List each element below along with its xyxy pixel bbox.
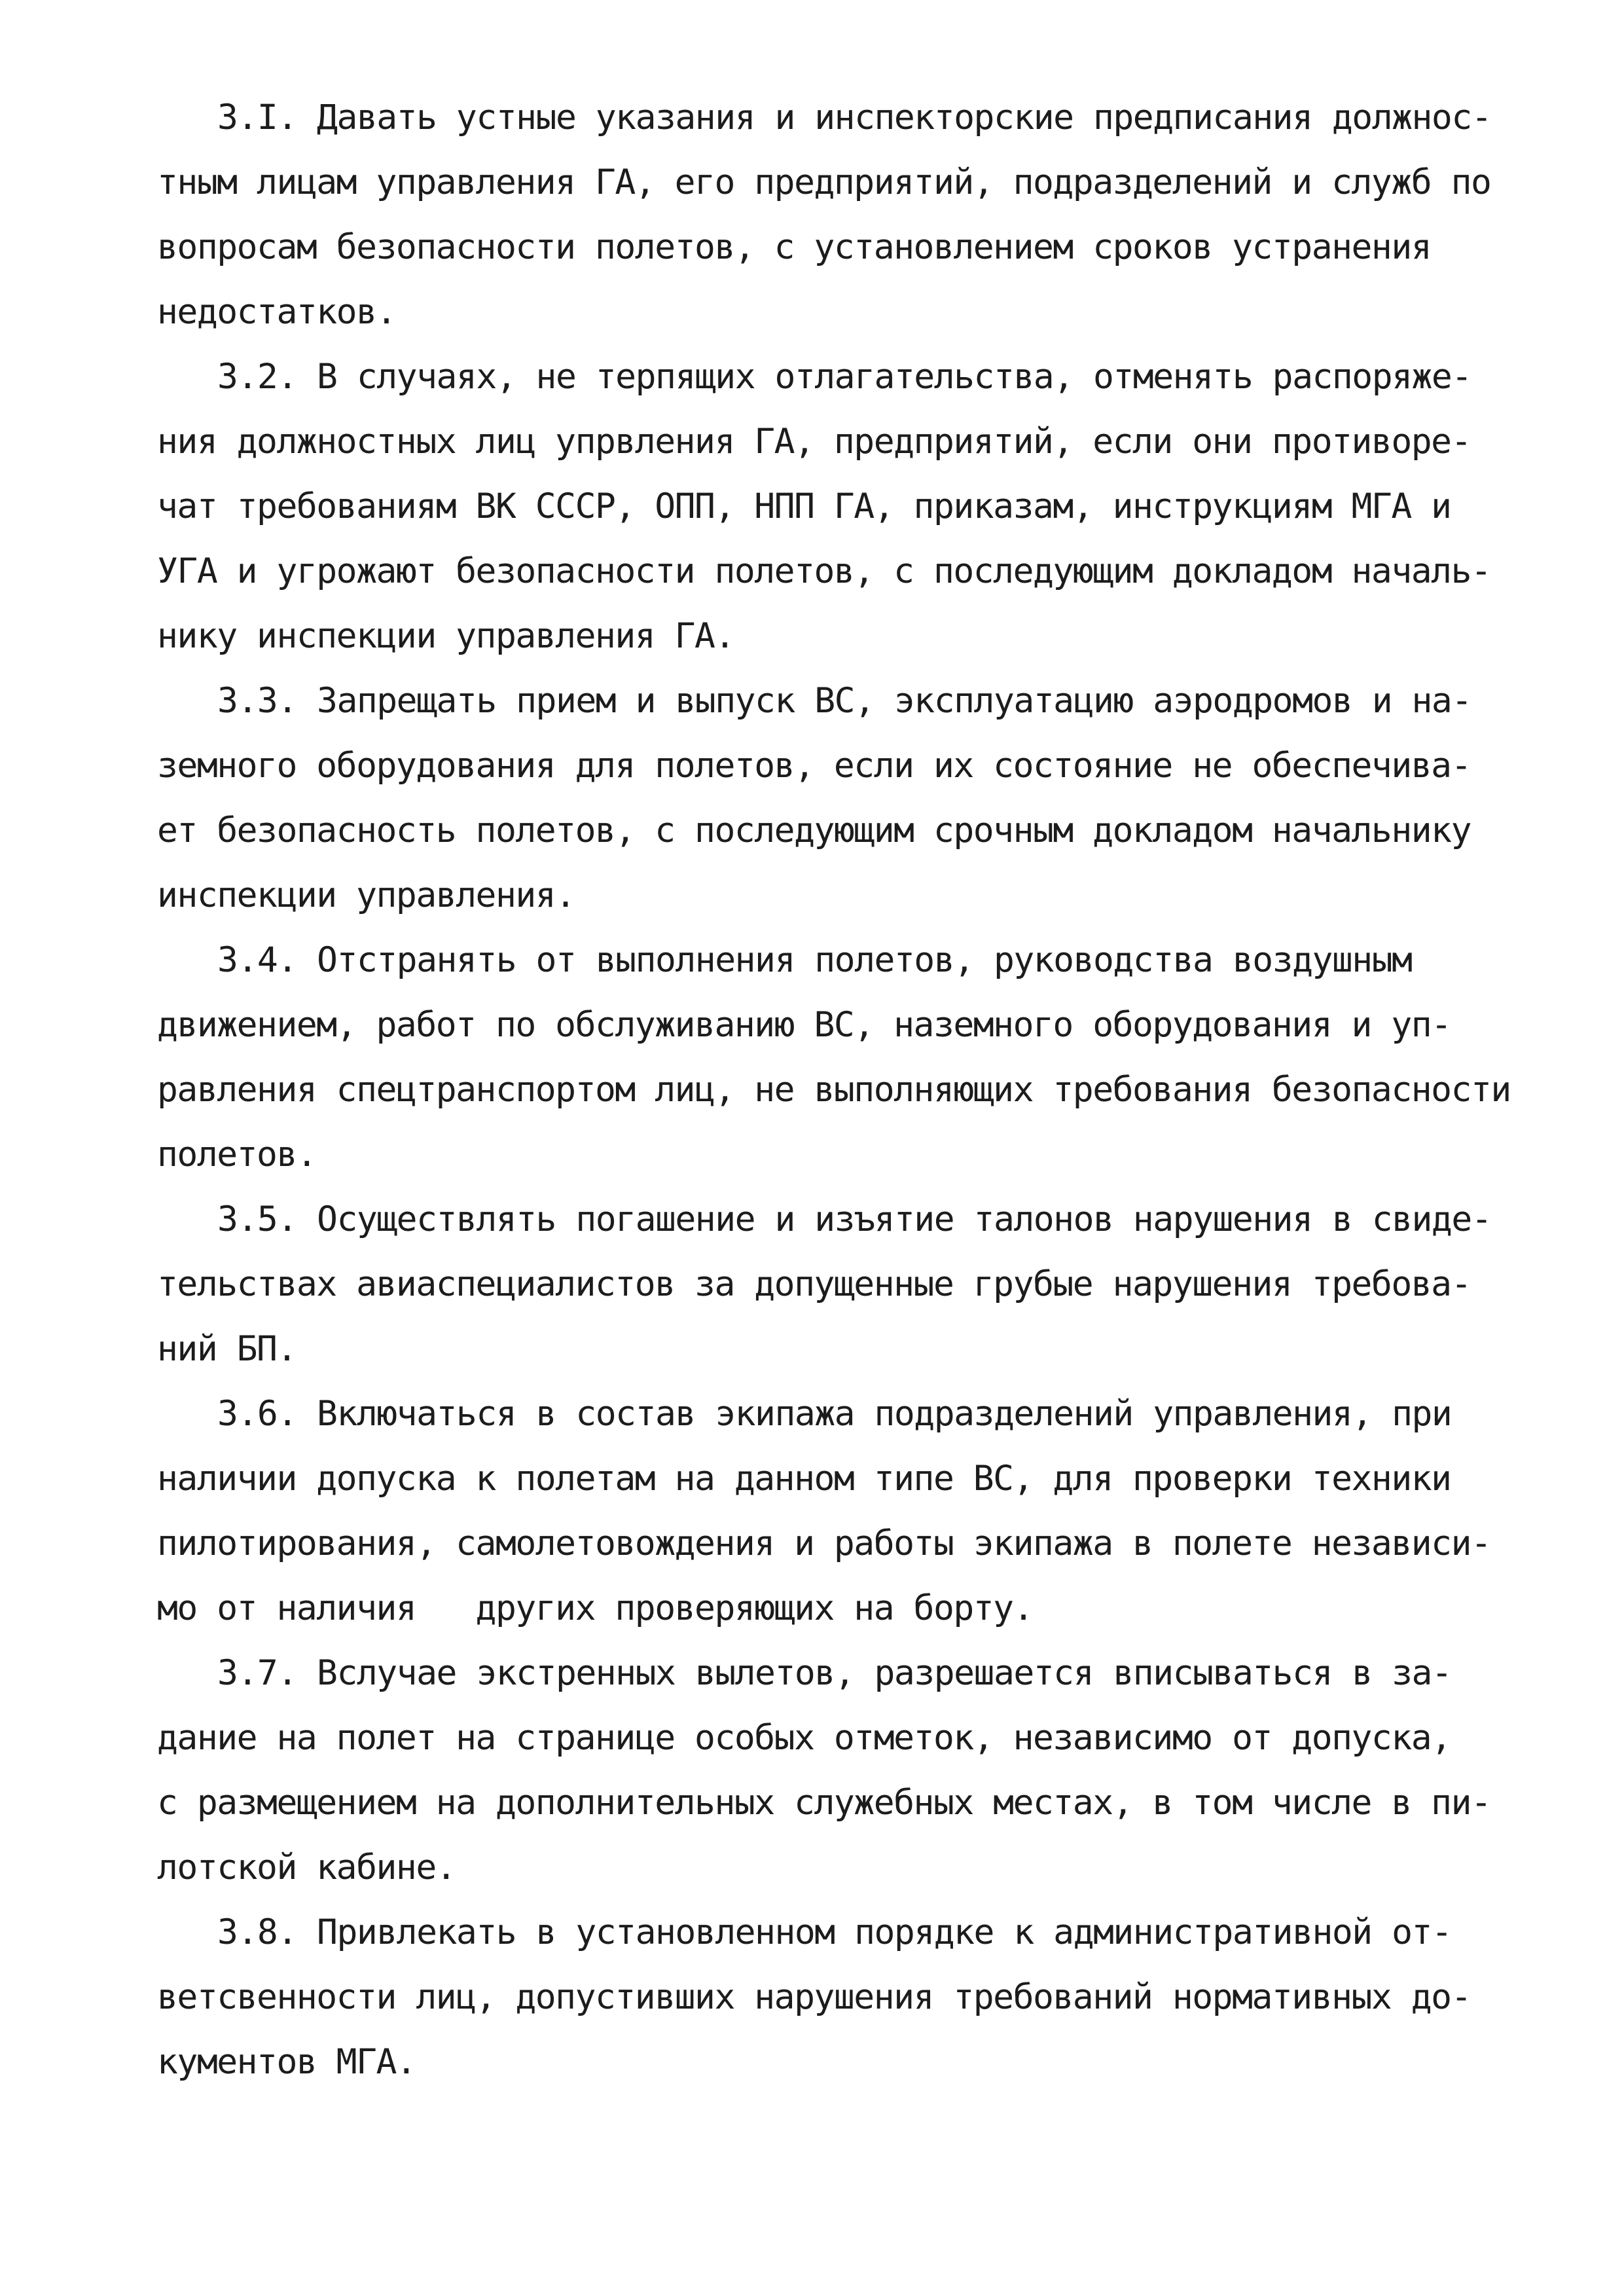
text-line: 3.2. В случаях, не терпящих отлагательства, отменять распоряже-	[217, 357, 1471, 397]
text-line: земного оборудования для полетов, если их состояние не обеспечива-	[157, 746, 1471, 786]
text-line: с размещением на дополнительных служебных местах, в том числе в пи-	[157, 1783, 1491, 1823]
text-line: 3.8. Привлекать в установленном порядке к административной от-	[217, 1912, 1452, 1952]
clause-3-8	[157, 1900, 1519, 2094]
text-line: 3.3. Запрещать прием и выпуск ВС, эксплуатацию аэродромов и на-	[217, 681, 1471, 721]
text-line: кументов МГА.	[157, 2042, 416, 2082]
text-line: пилотирования, самолетовождения и работы экипажа в полете независи-	[157, 1523, 1491, 1563]
text-line: тельствах авиаспециалистов за допущенные грубые нарушения требова-	[157, 1264, 1471, 1304]
text-line: дание на полет на странице особых отметок, независимо от допуска,	[157, 1718, 1451, 1758]
text-line: 3.4. Отстранять от выполнения полетов, руководства воздушным	[217, 940, 1412, 980]
clause-3-4	[157, 928, 1519, 1187]
text-line: недостатков.	[157, 292, 396, 332]
text-line: тным лицам управления ГА, его предприятий, подразделений и служб по	[157, 162, 1491, 202]
text-line: чат требованиям ВК СССР, ОПП, НПП ГА, приказам, инструкциям МГА и	[157, 486, 1451, 526]
text-line: инспекции управления.	[157, 875, 575, 915]
text-line: ний БП.	[157, 1329, 297, 1369]
text-line: 3.I. Давать устные указания и инспекторские предписания должнос-	[217, 98, 1492, 137]
text-line: движением, работ по обслуживанию ВС, наземного оборудования и уп-	[157, 1005, 1451, 1045]
clause-3-6	[157, 1381, 1519, 1641]
text-line: лотской кабине.	[157, 1848, 456, 1887]
clause-3-3	[157, 668, 1519, 928]
text-line: 3.5. Осуществлять погашение и изъятие талонов нарушения в свиде-	[217, 1199, 1492, 1239]
document-body	[157, 85, 1519, 2094]
text-line: наличии допуска к полетам на данном типе ВС, для проверки техники	[157, 1459, 1451, 1499]
text-line: вопросам безопасности полетов, с установлением сроков устранения	[157, 227, 1432, 267]
clause-3-2	[157, 344, 1519, 668]
clause-3-7	[157, 1641, 1519, 1900]
clause-3-5	[157, 1187, 1519, 1381]
text-line: равления спецтранспортом лиц, не выполняющих требования безопасности	[157, 1070, 1511, 1110]
clause-3-1	[157, 85, 1519, 344]
text-line: мо от наличия других проверяющих на борту.	[157, 1588, 1033, 1628]
text-line: нику инспекции управления ГА.	[157, 616, 734, 656]
text-line: 3.6. Включаться в состав экипажа подразделений управления, при	[217, 1394, 1452, 1434]
text-line: УГА и угрожают безопасности полетов, с последующим докладом началь-	[157, 551, 1491, 591]
text-line: полетов.	[157, 1135, 317, 1175]
text-line: ветсвенности лиц, допустивших нарушения требований нормативных до-	[157, 1977, 1471, 2017]
text-line: ет безопасность полетов, с последующим срочным докладом начальнику	[157, 811, 1471, 850]
text-line: ния должностных лиц упрвления ГА, предприятий, если они противоре-	[157, 422, 1471, 462]
text-line: 3.7. Вслучае экстренных вылетов, разрешается вписываться в за-	[217, 1653, 1452, 1693]
